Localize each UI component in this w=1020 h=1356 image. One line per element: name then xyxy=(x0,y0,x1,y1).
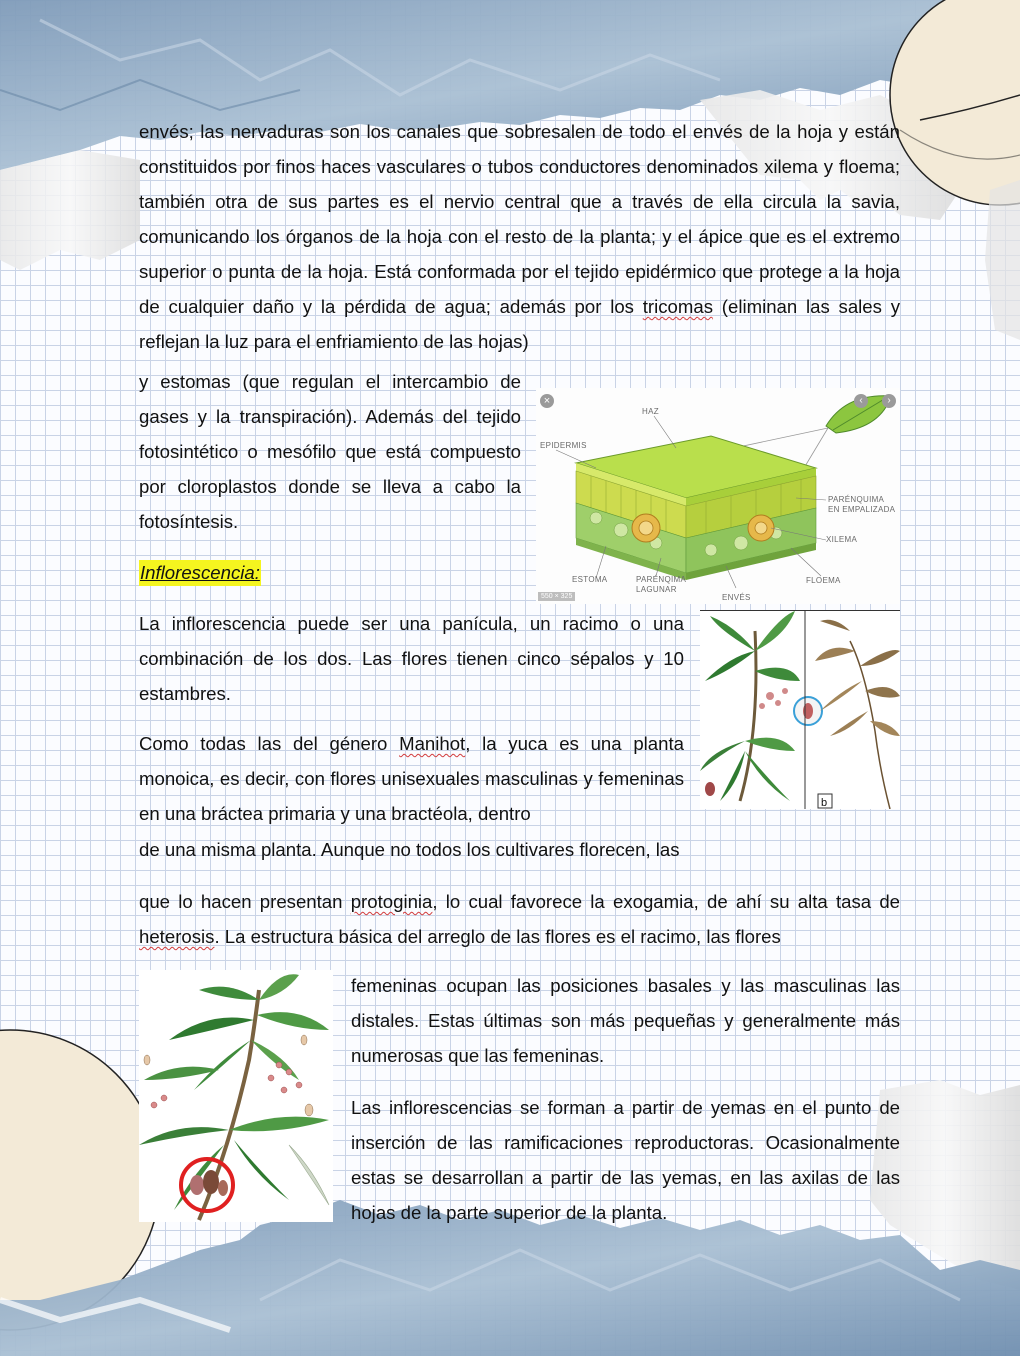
image-size-badge: 550 × 325 xyxy=(538,592,575,601)
paragraph-text: , la yuca es una planta monoica, es decir, con flores unisexuales masculinas y femeninas en una bráctea primaria y una bractéola, dentro xyxy=(139,733,684,824)
paragraph-text: envés; las nervaduras son los canales que sobresalen de todo el envés de la hoja y están constituidos por finos haces vasculares o tubos conductores denominados xilema y floema; también otra de sus partes es el nervio central que a través de ella circula la savia, comunicando los órganos de la hoja con el resto de la planta; y el ápice que es el extremo superior o punta de la hoja. Está conformada por el tejido epidérmico que protege a la hoja de cualquier daño y la pérdida de agua; además por los xyxy=(139,121,900,317)
herbarium-figure xyxy=(700,610,900,809)
close-icon[interactable]: × xyxy=(540,394,554,408)
paragraph-text: Como todas las del género xyxy=(139,733,388,754)
spellcheck-word: Manihot xyxy=(399,733,466,754)
paragraph-protoginia xyxy=(139,884,900,954)
paragraph-monoica xyxy=(139,726,684,831)
panel-label-b: b xyxy=(821,797,828,809)
paragraph-mesophyll: y estomas (que regulan el intercambio de gases y la transpiración). Además del tejido fotosintético o mesófilo que está compuesto por cloroplastos donde se lleva a cabo la fotosíntesis. xyxy=(139,371,521,532)
spellcheck-word: tricomas xyxy=(642,296,714,317)
leaf-cross-section-figure xyxy=(536,388,900,604)
paragraph-inflorescence-type: La inflorescencia puede ser una panícula, un racimo o una combinación de los dos. Las flores tienen cinco sépalos y 10 estambres. xyxy=(139,613,684,704)
label-enves: ENVÉS xyxy=(722,593,751,602)
chevron-right-icon[interactable]: › xyxy=(882,394,896,408)
paragraph-text: , lo cual favorece la exogamia, de ahí su alta tasa de xyxy=(432,891,901,912)
manihot-illustration-figure xyxy=(139,970,333,1222)
spellcheck-word: heterosis xyxy=(139,926,215,947)
paragraph-text: (eliminan las sales y reflejan la luz para el enfriamiento de las hojas) xyxy=(139,296,901,352)
paragraph-cultivares: de una misma planta. Aunque no todos los cultivares florecen, las xyxy=(139,839,680,860)
paragraph-yemas: Las inflorescencias se forman a partir de yemas en el punto de inserción de las ramificaciones reproductoras. Ocasionalmente estas se desarrollan a partir de las yemas, en las axilas de las hojas de la parte superior de la planta. xyxy=(351,1097,900,1223)
chevron-left-icon[interactable]: ‹ xyxy=(854,394,868,408)
paragraph-leaf-description xyxy=(139,114,900,359)
paragraph-text: . La estructura básica del arreglo de las flores es el racimo, las flores xyxy=(214,926,781,947)
label-parenquima-lagunar-1: PARÉNQIMA xyxy=(636,575,687,584)
label-parenquima-empalizada-2: EN EMPALIZADA xyxy=(828,505,896,514)
paragraph-femeninas: femeninas ocupan las posiciones basales y las masculinas las distales. Estas últimas son más pequeñas y generalmente más numerosas que las femeninas. xyxy=(351,975,900,1066)
paragraph-text: que lo hacen presentan xyxy=(139,891,343,912)
label-epidermis: EPIDERMIS xyxy=(540,441,587,450)
botanical-illustration xyxy=(700,611,900,809)
label-parenquima-empalizada-1: PARÉNQUIMA xyxy=(828,495,885,504)
leaf-cross-section-diagram xyxy=(536,388,900,604)
spellcheck-word: protoginia xyxy=(350,891,433,912)
label-estoma: ESTOMA xyxy=(572,575,608,584)
manihot-plant-illustration xyxy=(139,970,333,1222)
section-heading-inflorescencia: Inflorescencia: xyxy=(139,560,261,586)
label-haz: HAZ xyxy=(642,407,659,416)
label-floema: FLOEMA xyxy=(806,576,841,585)
label-parenquima-lagunar-2: LAGUNAR xyxy=(636,585,677,594)
label-xilema: XILEMA xyxy=(826,535,858,544)
